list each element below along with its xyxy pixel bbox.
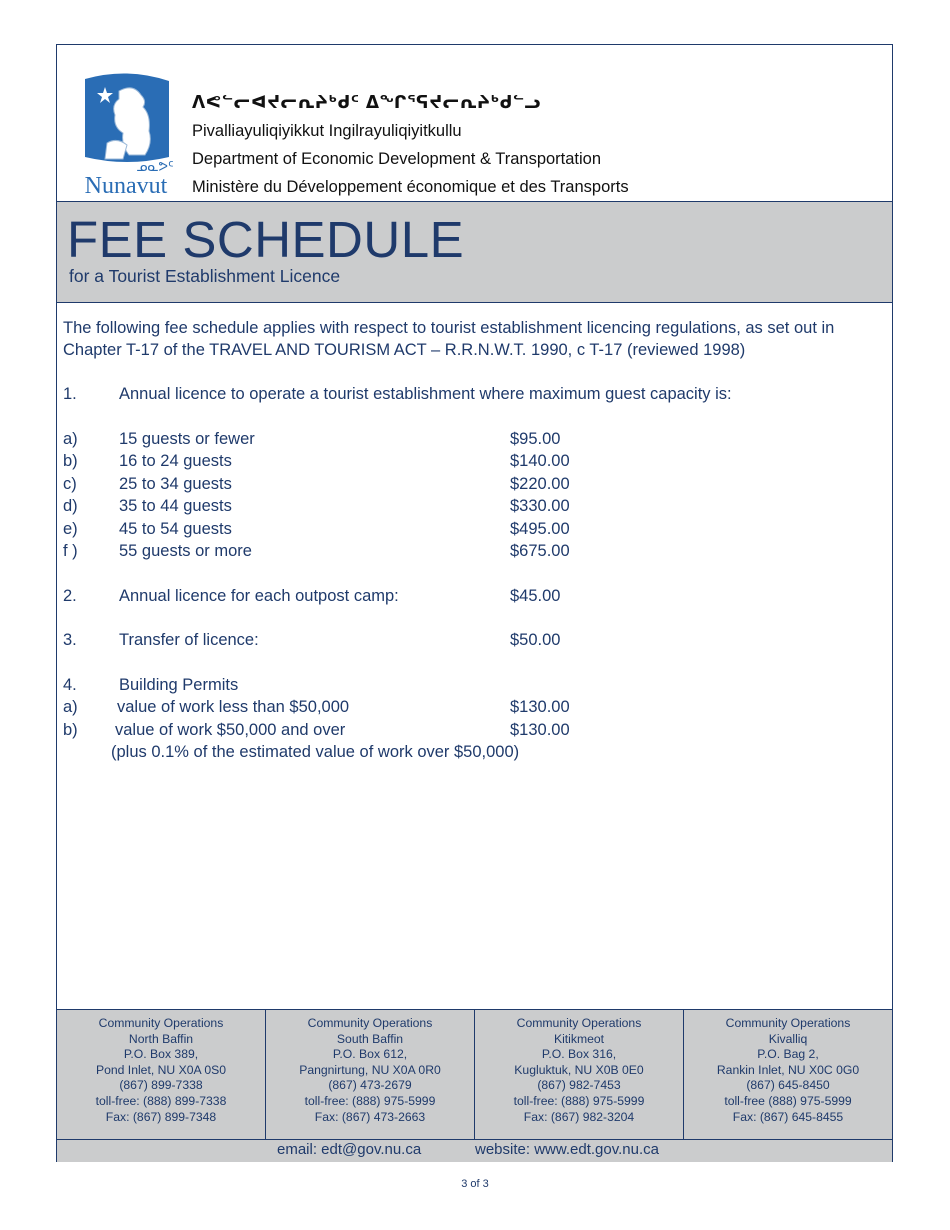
fee-note-row <box>63 741 883 764</box>
office-line: Fax: (867) 982-3204 <box>523 1109 635 1124</box>
item-letter: e) <box>63 519 78 538</box>
item-letter: c) <box>63 474 77 493</box>
logo-syllabics: ᓄᓇᕗᑦ <box>136 160 174 175</box>
item-label: 15 guests or fewer <box>119 429 255 448</box>
office-line: Kitikmeot <box>553 1031 605 1046</box>
item-amount: $675.00 <box>510 542 570 560</box>
fee-row <box>63 518 883 541</box>
item-letter: d) <box>63 497 78 515</box>
section-2-row <box>63 585 883 608</box>
item-amount: $95.00 <box>510 429 561 448</box>
fee-row <box>63 696 883 719</box>
office-line: Community Operations <box>516 1016 642 1030</box>
office-line: Pangnirtung, NU X0A 0R0 <box>299 1062 441 1077</box>
section-number: 1. <box>63 385 77 403</box>
item-letter: a) <box>63 698 78 716</box>
item-amount: $495.00 <box>510 519 570 538</box>
fee-row <box>63 495 883 518</box>
office-kitikmeot <box>475 1010 684 1140</box>
nunavut-logo <box>77 71 177 197</box>
office-line: Rankin Inlet, NU X0C 0G0 <box>716 1062 860 1077</box>
contact-bar <box>57 1139 892 1162</box>
item-label: 16 to 24 guests <box>119 452 232 470</box>
office-contacts <box>57 1009 892 1140</box>
office-line: Community Operations <box>307 1016 433 1030</box>
office-line: Pond Inlet, NU X0A 0S0 <box>95 1062 227 1077</box>
item-letter: a) <box>63 429 78 448</box>
office-line: P.O. Box 612, <box>332 1047 408 1062</box>
office-line: toll-free: (888) 899-7338 <box>95 1093 227 1108</box>
title-band <box>57 201 892 303</box>
office-line: North Baffin <box>128 1031 194 1046</box>
section-amount: $50.00 <box>510 631 561 649</box>
fee-row <box>63 450 883 473</box>
section-number: 4. <box>63 675 77 694</box>
office-line: Kivalliq <box>768 1031 808 1046</box>
section-number: 2. <box>63 586 77 605</box>
page-title: FEE SCHEDULE <box>67 211 465 268</box>
email-link[interactable]: email: edt@gov.nu.ca <box>277 1141 422 1158</box>
office-line: P.O. Bag 2, <box>757 1047 819 1062</box>
item-label: 25 to 34 guests <box>119 474 232 493</box>
item-label: 55 guests or more <box>119 542 252 560</box>
office-south-baffin <box>266 1010 475 1140</box>
office-line: P.O. Box 389, <box>123 1047 199 1062</box>
office-kivalliq <box>684 1010 892 1140</box>
fee-row <box>63 540 883 563</box>
item-label: 45 to 54 guests <box>119 519 232 538</box>
office-line: Fax: (867) 473-2663 <box>314 1109 426 1124</box>
department-name-block <box>192 91 629 201</box>
section-1-heading <box>63 383 883 406</box>
website-link[interactable]: website: www.edt.gov.nu.ca <box>475 1141 659 1158</box>
item-letter: b) <box>63 720 78 739</box>
document-frame <box>56 44 893 1162</box>
fee-row <box>63 428 883 451</box>
office-line: toll-free: (888) 975-5999 <box>304 1093 436 1108</box>
section-label: Annual licence for each outpost camp: <box>119 586 399 605</box>
item-amount: $130.00 <box>510 720 570 739</box>
section-3-row <box>63 629 883 652</box>
department-syllabics: ᐱᕙᓪᓕᐊᔪᓕᕆᔨᒃᑯᑦ ᐃᖏᕐᕋᔪᓕᕆᔨᒃᑯᓪᓗ <box>192 93 541 113</box>
office-line: Kugluktuk, NU X0B 0E0 <box>514 1062 644 1077</box>
office-line: Community Operations <box>98 1016 224 1030</box>
section-amount: $45.00 <box>510 586 561 605</box>
office-line: South Baffin <box>336 1031 404 1046</box>
item-amount: $140.00 <box>510 452 570 470</box>
page-subtitle: for a Tourist Establishment Licence <box>69 266 341 286</box>
department-french: Ministère du Développement économique et des Transports <box>192 178 629 196</box>
item-letter: f ) <box>63 542 78 560</box>
item-amount: $330.00 <box>510 497 570 515</box>
item-label: 35 to 44 guests <box>119 497 232 515</box>
office-line: (867) 899-7338 <box>119 1078 203 1093</box>
office-line: Community Operations <box>725 1016 851 1030</box>
item-amount: $220.00 <box>510 474 570 493</box>
logo-wordmark: Nunavut <box>84 173 168 197</box>
office-line: P.O. Box 316, <box>541 1047 617 1062</box>
office-line: Fax: (867) 645-8455 <box>732 1109 844 1124</box>
item-label: value of work $50,000 and over <box>115 720 346 739</box>
page-number: 3 of 3 <box>461 1178 489 1190</box>
office-line: toll-free: (888) 975-5999 <box>513 1093 645 1108</box>
item-label: value of work less than $50,000 <box>117 698 350 716</box>
item-letter: b) <box>63 452 78 470</box>
item-amount: $130.00 <box>510 698 570 716</box>
section-label: Transfer of licence: <box>119 631 259 649</box>
fee-schedule-body <box>63 317 883 764</box>
fee-note: (plus 0.1% of the estimated value of work over $50,000) <box>111 743 520 761</box>
section-label: Building Permits <box>119 675 239 694</box>
section-label: Annual licence to operate a tourist establishment where maximum guest capacity is: <box>119 385 732 403</box>
office-north-baffin <box>57 1010 266 1140</box>
fee-row <box>63 473 883 496</box>
office-line: Fax: (867) 899-7348 <box>105 1109 217 1124</box>
office-line: (867) 982-7453 <box>537 1078 621 1093</box>
office-line: (867) 473-2679 <box>328 1078 412 1093</box>
department-english: Department of Economic Development & Transportation <box>192 150 602 168</box>
section-4-heading <box>63 674 883 697</box>
office-line: (867) 645-8450 <box>746 1078 830 1093</box>
fee-row <box>63 719 883 742</box>
department-inuinnaqtun: Pivalliayuliqiyikkut Ingilrayuliqiyitkullu <box>192 122 462 140</box>
section-number: 3. <box>63 631 77 649</box>
office-line: toll-free (888) 975-5999 <box>724 1093 852 1108</box>
intro-paragraph: The following fee schedule applies with respect to tourist establishment licencing regulations, as set out in Chapter T-17 of the TRAVEL AND TOURISM ACT – R.R.N.W.T. 1990, c T-17 (reviewed 1998) <box>63 319 835 359</box>
